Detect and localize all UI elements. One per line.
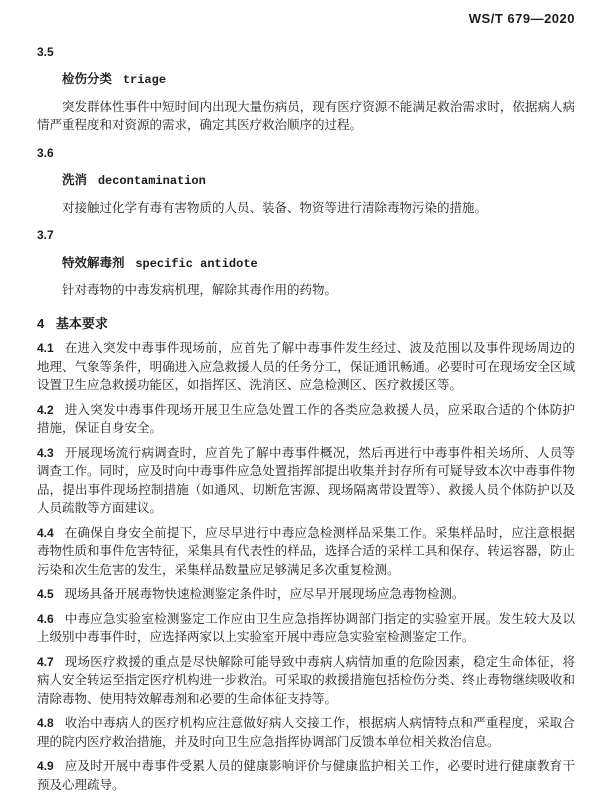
- clause-number: 4.4: [37, 525, 54, 540]
- clause-text: 在确保自身安全前提下，应尽早进行中毒应急检测样品采集工作。采集样品时，应注意根据毒物性质和事件危害特征，采集具有代表性的样品，选择合适的采样工具和保存、转运容器，防止污染和次生危害的发生，采集样品数量应足够满足多次重复检测。: [37, 525, 575, 577]
- standard-number-header: WS/T 679—2020: [468, 11, 575, 26]
- clause-number: 4.7: [37, 654, 54, 669]
- term-definition: 对接触过化学有毒有害物质的人员、装备、物资等进行清除毒物污染的措施。: [62, 200, 488, 215]
- term-definition: 针对毒物的中毒发病机理，解除其毒作用的药物。: [62, 283, 338, 297]
- term-en: triage: [122, 73, 167, 87]
- clause-number: 4.1: [37, 341, 54, 355]
- term-heading: [37, 171, 575, 191]
- clause-text: 开展现场流行病调查时，应首先了解中毒事件概况，然后再进行中毒事件相关场所、人员等调查工作。同时，应及时向中毒事件应急处置指挥部提出收集并封存所有可疑导致本次中毒事件物品，提出事件现场控制措施（如通风、切断危害源、现场隔离带设置等）、救援人员个体防护以及人员疏散等方面建议。: [37, 445, 575, 515]
- term-zh: 洗消: [62, 173, 88, 187]
- term-number: 3.7: [37, 228, 54, 242]
- clause-4-1: [37, 339, 575, 395]
- term-block-3-5: [37, 43, 575, 135]
- clause-text: 进入突发中毒事件现场开展卫生应急处置工作的各类应急救援人员，应采取合适的个体防护措施，保证自身安全。: [37, 402, 575, 435]
- clause-text: 中毒应急实验室检测鉴定工作应由卫生应急指挥协调部门指定的实验室开展。发生较大及以上级别中毒事件时，应选择两家以上实验室开展中毒应急实验室检测鉴定工作。: [37, 611, 575, 644]
- clause-text: 在进入突发中毒事件现场前，应首先了解中毒事件发生经过、波及范围以及事件现场周边的地理、气象等条件，明确进入应急救援人员的任务分工，保证通讯畅通。必要时可在现场安全区域设置卫生应急救援功能区，如指挥区、洗消区、应急检测区、医疗救援区等。: [37, 341, 575, 392]
- term-en: specific antidote: [135, 256, 258, 271]
- term-block-3-6: [37, 144, 575, 218]
- clause-text: 现场具备开展毒物快速检测鉴定条件时，应尽早开展现场应急毒物检测。: [64, 587, 465, 601]
- clause-text: 收治中毒病人的医疗机构应注意做好病人交接工作，根据病人病情特点和严重程度，采取合理的院内医疗救治措施，并及时向卫生应急指挥协调部门反馈本单位相关救治信息。: [37, 716, 575, 749]
- term-zh: 检伤分类: [62, 72, 113, 86]
- term-en: decontamination: [97, 174, 206, 188]
- clause-4-2: [37, 401, 575, 438]
- clause-4-6: [37, 610, 575, 647]
- clause-number: 4.5: [37, 587, 54, 601]
- term-number: 3.5: [37, 44, 54, 59]
- clause-number: 4.8: [37, 716, 54, 730]
- clause-number: 4.2: [37, 402, 54, 417]
- section-title: 基本要求: [55, 315, 108, 331]
- clause-4-4: [37, 524, 575, 580]
- clause-4-8: [37, 714, 575, 751]
- clause-text: 现场医疗救援的重点是尽快解除可能导致中毒病人病情加重的危险因素，稳定生命体征，将病人安全转运至指定医疗机构进一步救治。可采取的救援措施包括检伤分类、终止毒物继续吸收和清除毒物、使用特效解毒剂和必要的生命体征支持等。: [37, 654, 575, 706]
- term-block-3-7: [37, 226, 575, 300]
- clause-text: 应及时开展中毒事件受累人员的健康影响评价与健康监护相关工作，必要时进行健康教育干预及心理疏导。: [37, 759, 575, 792]
- clause-4-3: [37, 444, 575, 518]
- section-heading: [37, 315, 575, 334]
- term-zh: 特效解毒剂: [62, 255, 125, 270]
- clause-number: 4.3: [37, 445, 54, 460]
- term-number: 3.6: [37, 145, 54, 160]
- term-heading: [37, 254, 575, 274]
- clause-4-7: [37, 653, 575, 709]
- term-heading: [37, 70, 575, 90]
- clause-4-9: [37, 757, 575, 794]
- clause-4-5: [37, 585, 575, 604]
- term-definition: 突发群体性事件中短时间内出现大量伤病员，现有医疗资源不能满足救治需求时，依据病人病情严重程度和对资源的需求，确定其医疗救治顺序的过程。: [37, 99, 575, 132]
- clause-number: 4.6: [37, 611, 54, 626]
- section-number: 4: [37, 315, 45, 331]
- clause-number: 4.9: [37, 759, 54, 773]
